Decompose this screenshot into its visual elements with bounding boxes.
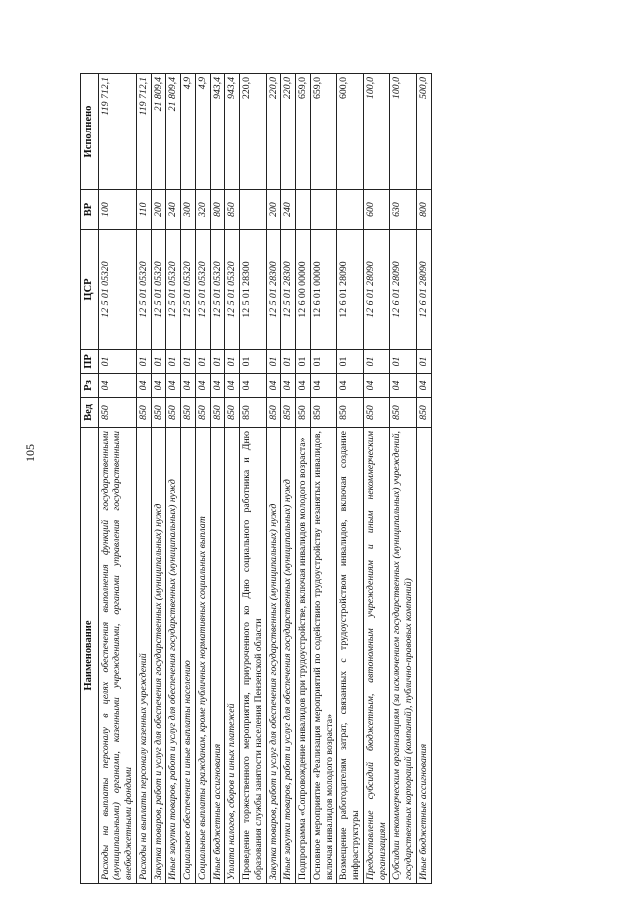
cell-csr: 12 5 01 05320 <box>136 230 151 350</box>
cell-vr: 200 <box>266 190 281 230</box>
cell-csr: 12 6 01 28090 <box>416 230 431 350</box>
cell-isp: 4,9 <box>195 74 210 190</box>
cell-csr: 12 5 01 05320 <box>181 230 196 350</box>
cell-isp: 21 809,4 <box>151 74 166 190</box>
cell-ved: 850 <box>416 398 431 428</box>
cell-rz: 04 <box>390 374 417 398</box>
cell-pr: 01 <box>136 350 151 374</box>
cell-isp: 659,0 <box>310 74 337 190</box>
rotated-page-content <box>80 74 608 884</box>
cell-csr: 12 5 01 05320 <box>98 230 136 350</box>
cell-ved: 850 <box>225 398 240 428</box>
table-row <box>210 74 225 884</box>
cell-csr: 12 5 01 05320 <box>210 230 225 350</box>
header-pr: ПР <box>81 350 99 374</box>
table-row <box>181 74 196 884</box>
cell-name: Возмещение работодателям затрат, связанных с трудоустройством инвалидов, включая создание инфраструктуры <box>337 428 364 884</box>
cell-rz: 04 <box>98 374 136 398</box>
cell-ved: 850 <box>390 398 417 428</box>
cell-ved: 850 <box>136 398 151 428</box>
cell-rz: 04 <box>136 374 151 398</box>
cell-rz: 04 <box>151 374 166 398</box>
cell-csr: 12 6 01 00000 <box>310 230 337 350</box>
cell-isp: 220,0 <box>266 74 281 190</box>
header-isp: Исполнено <box>81 74 99 190</box>
cell-isp: 943,4 <box>210 74 225 190</box>
cell-ved: 850 <box>151 398 166 428</box>
table-row <box>225 74 240 884</box>
cell-name: Расходы на выплаты персоналу в целях обеспечения выполнения функций государственными (муниципальными) органами, казенными учреждениями, органами управления государственными внебюджетными фондами <box>98 428 136 884</box>
cell-csr: 12 6 00 00000 <box>296 230 311 350</box>
table-row <box>310 74 337 884</box>
cell-name: Иные закупки товаров, работ и услуг для обеспечения государственных (муниципальных) нужд <box>281 428 296 884</box>
cell-name: Социальные выплаты гражданам, кроме публичных нормативных социальных выплат <box>195 428 210 884</box>
cell-pr: 01 <box>337 350 364 374</box>
cell-name: Подпрограмма «Сопровождение инвалидов при трудоустройстве, включая инвалидов молодого возраста» <box>296 428 311 884</box>
header-name: Наименование <box>81 428 99 884</box>
cell-csr: 12 5 01 28300 <box>266 230 281 350</box>
cell-rz: 04 <box>337 374 364 398</box>
cell-rz: 04 <box>166 374 181 398</box>
cell-csr: 12 5 01 05320 <box>151 230 166 350</box>
cell-rz: 04 <box>240 374 267 398</box>
table-row <box>266 74 281 884</box>
table-row <box>363 74 390 884</box>
table-row <box>195 74 210 884</box>
cell-name: Субсидии некоммерческим организациям (за исключением государственных (муниципальных) учреждений, государственных корпораций (компаний), публично-правовых компаний) <box>390 428 417 884</box>
cell-ved: 850 <box>240 398 267 428</box>
cell-rz: 04 <box>181 374 196 398</box>
cell-pr: 01 <box>240 350 267 374</box>
cell-rz: 04 <box>281 374 296 398</box>
cell-name: Уплата налогов, сборов и иных платежей <box>225 428 240 884</box>
cell-vr: 240 <box>166 190 181 230</box>
cell-isp: 220,0 <box>281 74 296 190</box>
cell-csr: 12 5 01 05320 <box>225 230 240 350</box>
table-row <box>337 74 364 884</box>
cell-vr: 100 <box>98 190 136 230</box>
cell-vr: 850 <box>225 190 240 230</box>
table-row <box>240 74 267 884</box>
table-row <box>281 74 296 884</box>
table-row <box>166 74 181 884</box>
cell-ved: 850 <box>166 398 181 428</box>
cell-pr: 01 <box>266 350 281 374</box>
cell-pr: 01 <box>181 350 196 374</box>
cell-vr <box>337 190 364 230</box>
cell-isp: 119 712,1 <box>98 74 136 190</box>
header-rz: Рз <box>81 374 99 398</box>
cell-vr <box>310 190 337 230</box>
cell-vr: 240 <box>281 190 296 230</box>
cell-csr: 12 5 01 05320 <box>166 230 181 350</box>
cell-rz: 04 <box>296 374 311 398</box>
cell-name: Предоставление субсидий бюджетным, автономным учреждениям и иным некоммерческим организациям <box>363 428 390 884</box>
cell-pr: 01 <box>225 350 240 374</box>
cell-name: Проведение торжественного мероприятия, приуроченного ко Дню социального работника и Дню образования службы занятости населения Пензенской области <box>240 428 267 884</box>
cell-rz: 04 <box>225 374 240 398</box>
budget-table <box>80 73 432 884</box>
cell-rz: 04 <box>210 374 225 398</box>
cell-isp: 659,0 <box>296 74 311 190</box>
cell-csr: 12 6 01 28090 <box>390 230 417 350</box>
cell-csr: 12 5 01 28300 <box>281 230 296 350</box>
header-vr: ВР <box>81 190 99 230</box>
cell-name: Иные бюджетные ассигнования <box>210 428 225 884</box>
cell-pr: 01 <box>151 350 166 374</box>
cell-name: Закупка товаров, работ и услуг для обеспечения государственных (муниципальных) нужд <box>151 428 166 884</box>
cell-vr: 630 <box>390 190 417 230</box>
cell-csr: 12 6 01 28090 <box>363 230 390 350</box>
cell-pr: 01 <box>166 350 181 374</box>
cell-vr <box>296 190 311 230</box>
header-csr: ЦСР <box>81 230 99 350</box>
cell-csr: 12 5 01 28300 <box>240 230 267 350</box>
cell-name: Иные закупки товаров, работ и услуг для обеспечения государственных (муниципальных) нужд <box>166 428 181 884</box>
cell-pr: 01 <box>310 350 337 374</box>
cell-csr: 12 6 01 28090 <box>337 230 364 350</box>
cell-name: Иные бюджетные ассигнования <box>416 428 431 884</box>
cell-vr <box>240 190 267 230</box>
cell-pr: 01 <box>98 350 136 374</box>
cell-rz: 04 <box>266 374 281 398</box>
table-row <box>416 74 431 884</box>
cell-name: Закупка товаров, работ и услуг для обеспечения государственных (муниципальных) нужд <box>266 428 281 884</box>
cell-ved: 850 <box>98 398 136 428</box>
cell-isp: 21 809,4 <box>166 74 181 190</box>
cell-vr: 200 <box>151 190 166 230</box>
cell-isp: 100,0 <box>390 74 417 190</box>
cell-name: Расходы на выплаты персоналу казенных учреждений <box>136 428 151 884</box>
cell-pr: 01 <box>296 350 311 374</box>
cell-vr: 800 <box>210 190 225 230</box>
cell-isp: 943,4 <box>225 74 240 190</box>
cell-rz: 04 <box>363 374 390 398</box>
header-ved: Вед <box>81 398 99 428</box>
cell-pr: 01 <box>195 350 210 374</box>
cell-pr: 01 <box>416 350 431 374</box>
cell-ved: 850 <box>195 398 210 428</box>
cell-ved: 850 <box>266 398 281 428</box>
cell-rz: 04 <box>416 374 431 398</box>
cell-ved: 850 <box>210 398 225 428</box>
cell-rz: 04 <box>195 374 210 398</box>
cell-ved: 850 <box>310 398 337 428</box>
page-number: 105 <box>23 444 37 462</box>
cell-ved: 850 <box>337 398 364 428</box>
cell-csr: 12 5 01 05320 <box>195 230 210 350</box>
cell-pr: 01 <box>210 350 225 374</box>
cell-ved: 850 <box>296 398 311 428</box>
cell-ved: 850 <box>181 398 196 428</box>
cell-isp: 4,9 <box>181 74 196 190</box>
cell-rz: 04 <box>310 374 337 398</box>
cell-isp: 600,0 <box>337 74 364 190</box>
cell-name: Основное мероприятие «Реализация мероприятий по содействию трудоустройству незанятых инвалидов, включая инвалидов молодого возраста» <box>310 428 337 884</box>
cell-vr: 600 <box>363 190 390 230</box>
table-row <box>98 74 136 884</box>
cell-vr: 110 <box>136 190 151 230</box>
cell-name: Социальное обеспечение и иные выплаты населению <box>181 428 196 884</box>
table-row <box>136 74 151 884</box>
cell-ved: 850 <box>363 398 390 428</box>
cell-vr: 800 <box>416 190 431 230</box>
table-row <box>151 74 166 884</box>
cell-isp: 119 712,1 <box>136 74 151 190</box>
table-row <box>296 74 311 884</box>
cell-pr: 01 <box>363 350 390 374</box>
table-row <box>390 74 417 884</box>
cell-vr: 320 <box>195 190 210 230</box>
cell-vr: 300 <box>181 190 196 230</box>
cell-pr: 01 <box>390 350 417 374</box>
cell-ved: 850 <box>281 398 296 428</box>
cell-isp: 220,0 <box>240 74 267 190</box>
cell-pr: 01 <box>281 350 296 374</box>
cell-isp: 500,0 <box>416 74 431 190</box>
cell-isp: 100,0 <box>363 74 390 190</box>
table-header-row <box>81 74 99 884</box>
